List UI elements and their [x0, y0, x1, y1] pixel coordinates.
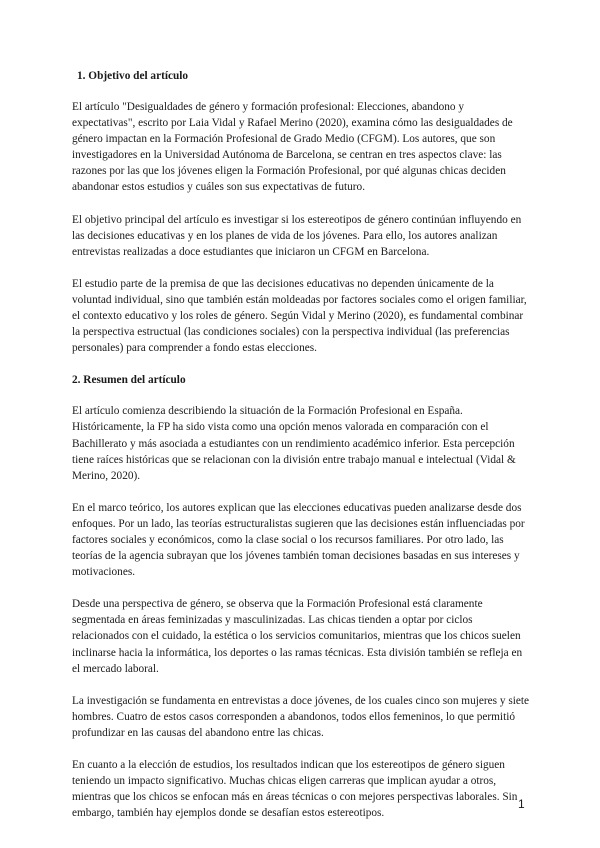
paragraph: Desde una perspectiva de género, se observa que la Formación Profesional está claramente segmentada en áreas feminizadas y masculinizadas. Las chicas tienden a optar por ciclos relacionados con el cuidado, la estética o los servicios comunitarios, mientras que los chicos suelen inclinarse hacia la informática, los deportes o las ramas técnicas. Esta división también se refleja en el mercado laboral.: [72, 598, 523, 675]
paragraph: En el marco teórico, los autores explican que las elecciones educativas pueden analizarse desde dos enfoques. Por un lado, las teorías estructuralistas sugieren que las decisiones están influenciadas por factores sociales y económicos, como la clase social o los recursos familiares. Por otro lado, las teorías de la agencia subrayan que los jóvenes también toman decisiones basadas en sus intereses y motivaciones.: [72, 501, 525, 579]
paragraph: El artículo "Desigualdades de género y formación profesional: Elecciones, abandono y expectativas", escrito por Laia Vidal y Rafael Merino (2020), examina cómo las desigualdades de género impactan en la Formación Profesional de Grado Medio (CFGM). Los autores, que son investigadores en la Universidad Autónoma de Barcelona, se centran en tres aspectos clave: las razones por las que los jóvenes eligen la Formación Profesional, por qué algunas chicas deciden abandonar estos estudios y cuáles son sus expectativas de futuro.: [72, 101, 513, 194]
section-heading-resumen: 2. Resumen del artículo: [72, 374, 186, 387]
document-body: [72, 68, 530, 837]
paragraph: La investigación se fundamenta en entrevistas a doce jóvenes, de los cuales cinco son mujeres y siete hombres. Cuatro de estos casos corresponden a abandonos, todos ellos femeninos, lo que permitió profundizar en las causas del abandono entre las chicas.: [72, 694, 530, 739]
paragraph: El estudio parte de la premisa de que las decisiones educativas no dependen únicamente de la voluntad individual, sino que también están moldeadas por factores sociales como el origen familiar, el contexto educativo y los roles de género. Según Vidal y Merino (2020), es fundamental combinar la perspectiva estructual (las condiciones sociales) con la perspectiva individual (las preferencias personales) para comprender a fondo estas elecciones.: [72, 277, 527, 355]
paragraph: El objetivo principal del artículo es investigar si los estereotipos de género continúan influyendo en las decisiones educativas y en los planes de vida de los jóvenes. Para ello, los autores analizan entrevistas realizadas a doce estudiantes que iniciaron un CFGM en Barcelona.: [72, 213, 522, 258]
paragraph: En cuanto a la elección de estudios, los resultados indican que los estereotipos de género siguen teniendo un impacto significativo. Muchas chicas eligen carreras que implican ayudar a otros, mientras que los chicos se enfocan más en áreas técnicas o con mejores perspectivas laborales. Sin embargo, también hay ejemplos donde se desafían estos estereotipos.: [72, 759, 518, 820]
page-number: 1: [518, 797, 525, 811]
paragraph: El artículo comienza describiendo la situación de la Formación Profesional en España. Históricamente, la FP ha sido vista como una opción menos valorada en comparación con el Bachillerato y más asociada a estudiantes con un rendimiento académico inferior. Esta percepción tiene raíces históricas que se relacionan con la división entre trabajo manual e intelectual (Vidal & Merino, 2020).: [72, 405, 516, 482]
section-heading-objetivo: 1. Objetivo del artículo: [77, 70, 189, 82]
